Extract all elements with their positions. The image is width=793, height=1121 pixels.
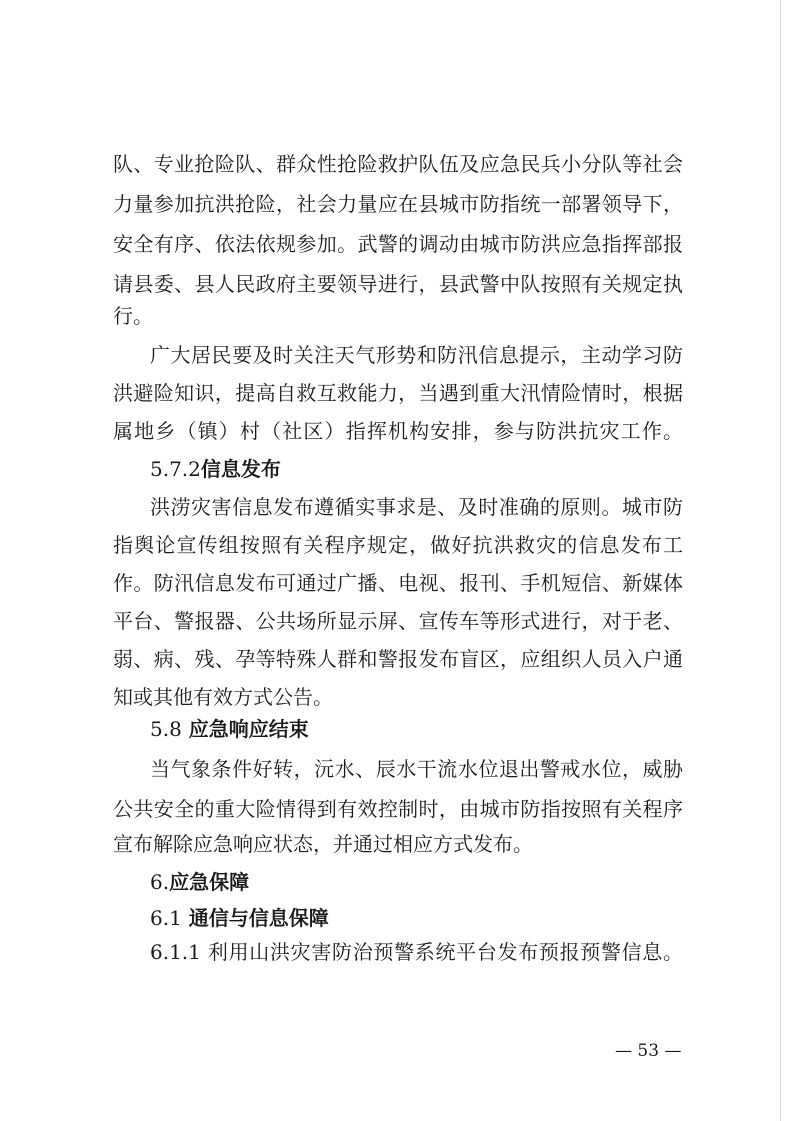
section-heading-5-8: [150, 715, 683, 743]
body-text-line: 当气象条件好转，沅水、辰水干流水位退出警戒水位，威胁: [150, 757, 683, 781]
section-number: 6.: [150, 870, 170, 894]
body-text-line: 弱、病、残、孕等特殊人群和警报发布盲区，应组织人员入户通: [113, 647, 683, 671]
section-heading-6-1: [150, 904, 683, 932]
body-text-line: 队、专业抢险队、群众性抢险救护队伍及应急民兵小分队等社会: [113, 152, 683, 176]
section-number: 6.1: [150, 906, 182, 930]
body-text-line: 公共安全的重大险情得到有效控制时，由城市防指按照有关程序: [113, 797, 683, 821]
page-edge-divider: [780, 0, 781, 1121]
body-text-line: 宣布解除应急响应状态，并通过相应方式发布。: [113, 832, 533, 856]
section-title: 通信与信息保障: [188, 906, 329, 930]
body-text-line: 平台、警报器、公共场所显示屏、宣传车等形式进行，对于老、: [113, 609, 683, 633]
body-text-line: 广大居民要及时关注天气形势和防汛信息提示，主动学习防: [150, 343, 683, 367]
body-text-line: 指舆论宣传组按照有关程序规定，做好抗洪救灾的信息发布工: [113, 533, 683, 557]
section-title: 信息发布: [200, 457, 281, 481]
body-text-line: 力量参加抗洪抢险，社会力量应在县城市防指统一部署领导下，: [113, 192, 683, 216]
body-text-line: 作。防汛信息发布可通过广播、电视、报刊、手机短信、新媒体: [113, 571, 683, 595]
section-number: 5.7.2: [150, 457, 201, 481]
body-text-line: 6.1.1 利用山洪灾害防治预警系统平台发布预报预警信息。: [150, 940, 683, 964]
body-text-line: 洪避险知识，提高自救互救能力，当遇到重大汛情险情时，根据: [113, 381, 683, 405]
section-heading-6: [150, 868, 683, 896]
body-text-line: 行。: [113, 304, 153, 328]
body-text-line: 安全有序、依法依规参加。武警的调动由城市防洪应急指挥部报: [113, 232, 683, 256]
section-title: 应急响应结束: [188, 717, 309, 741]
body-text-line: 洪涝灾害信息发布遵循实事求是、及时准确的原则。城市防: [150, 495, 683, 519]
section-number: 5.8: [150, 717, 182, 741]
body-text-line: 请县委、县人民政府主要领导进行，县武警中队按照有关规定执: [113, 272, 683, 296]
page-number: — 53 —: [615, 1041, 682, 1061]
section-heading-5-7-2: [150, 455, 683, 483]
section-title: 应急保障: [169, 870, 250, 894]
body-text-line: 属地乡（镇）村（社区）指挥机构安排，参与防洪抗灾工作。: [113, 419, 683, 443]
body-text-line: 知或其他有效方式公告。: [113, 685, 333, 709]
